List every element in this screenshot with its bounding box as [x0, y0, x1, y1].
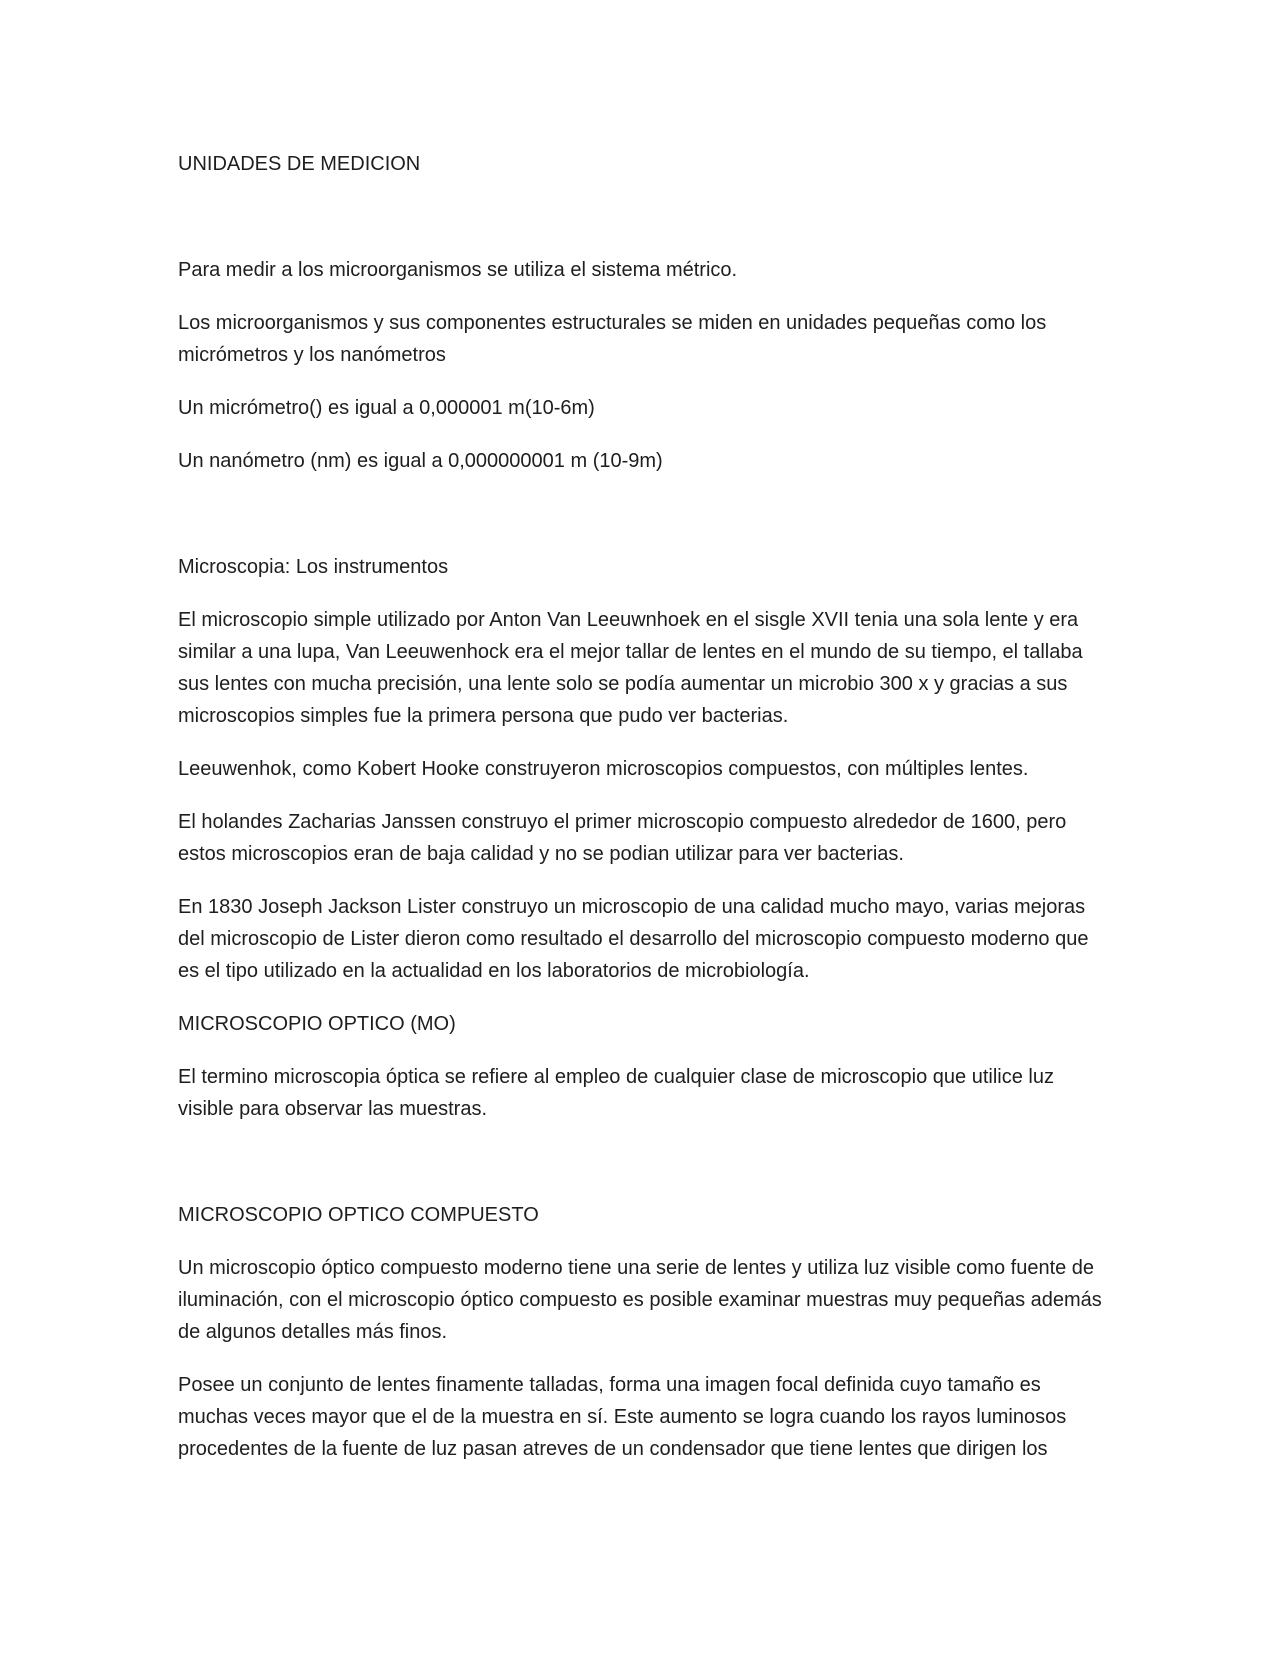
section-heading-unidades: UNIDADES DE MEDICION	[178, 153, 421, 175]
paragraph-micrometro: Un micrómetro() es igual a 0,000001 m(10-6m)	[178, 397, 595, 419]
section-heading-microscopio-optico: MICROSCOPIO OPTICO (MO)	[178, 1013, 456, 1035]
paragraph-optico-compuesto-moderno: Un microscopio óptico compuesto moderno tiene una serie de lentes y utiliza luz visible como fuente de iluminación, con el microscopio óptico compuesto es posible examinar muestras muy pequeñas además de algunos detalles más finos.	[178, 1257, 1102, 1343]
section-heading-microscopia: Microscopia: Los instrumentos	[178, 556, 449, 578]
paragraph-sistema-metrico: Para medir a los microorganismos se utiliza el sistema métrico.	[178, 259, 738, 281]
paragraph-microscopios-compuestos: Leeuwenhok, como Kobert Hooke construyeron microscopios compuestos, con múltiples lentes.	[178, 758, 1029, 780]
paragraph-janssen: El holandes Zacharias Janssen construyo el primer microscopio compuesto alrededor de 1600, pero estos microscopios eran de baja calidad y no se podian utilizar para ver bacterias.	[178, 811, 1067, 865]
paragraph-unidades-pequenas: Los microorganismos y sus componentes estructurales se miden en unidades pequeñas como los micrómetros y los nanómetros	[178, 312, 1047, 366]
paragraph-lister: En 1830 Joseph Jackson Lister construyo un microscopio de una calidad mucho mayo, varias mejoras del microscopio de Lister dieron como resultado el desarrollo del microscopio compuesto moderno que es el tipo utilizado en la actualidad en los laboratorios de microbiología.	[178, 896, 1089, 982]
document-body	[178, 148, 1104, 1486]
paragraph-microscopia-optica: El termino microscopia óptica se refiere al empleo de cualquier clase de microscopio que utilice luz visible para observar las muestras.	[178, 1066, 1054, 1120]
paragraph-microscopio-simple: El microscopio simple utilizado por Anton Van Leeuwnhoek en el sisgle XVII tenia una sola lente y era similar a una lupa, Van Leeuwenhock era el mejor tallar de lentes en el mundo de su tiempo, el tallaba sus lentes con mucha precisión, una lente solo se podía aumentar un microbio 300 x y gracias a sus microscopios simples fue la primera persona que pudo ver bacterias.	[178, 609, 1083, 727]
section-heading-optico-compuesto: MICROSCOPIO OPTICO COMPUESTO	[178, 1204, 539, 1226]
paragraph-nanometro: Un nanómetro (nm) es igual a 0,000000001 m (10-9m)	[178, 450, 663, 472]
paragraph-lentes-talladas: Posee un conjunto de lentes finamente talladas, forma una imagen focal definida cuyo tamaño es muchas veces mayor que el de la muestra en sí. Este aumento se logra cuando los rayos luminosos procedentes de la fuente de luz pasan atreves de un condensador que tiene lentes que dirigen los	[178, 1374, 1067, 1460]
